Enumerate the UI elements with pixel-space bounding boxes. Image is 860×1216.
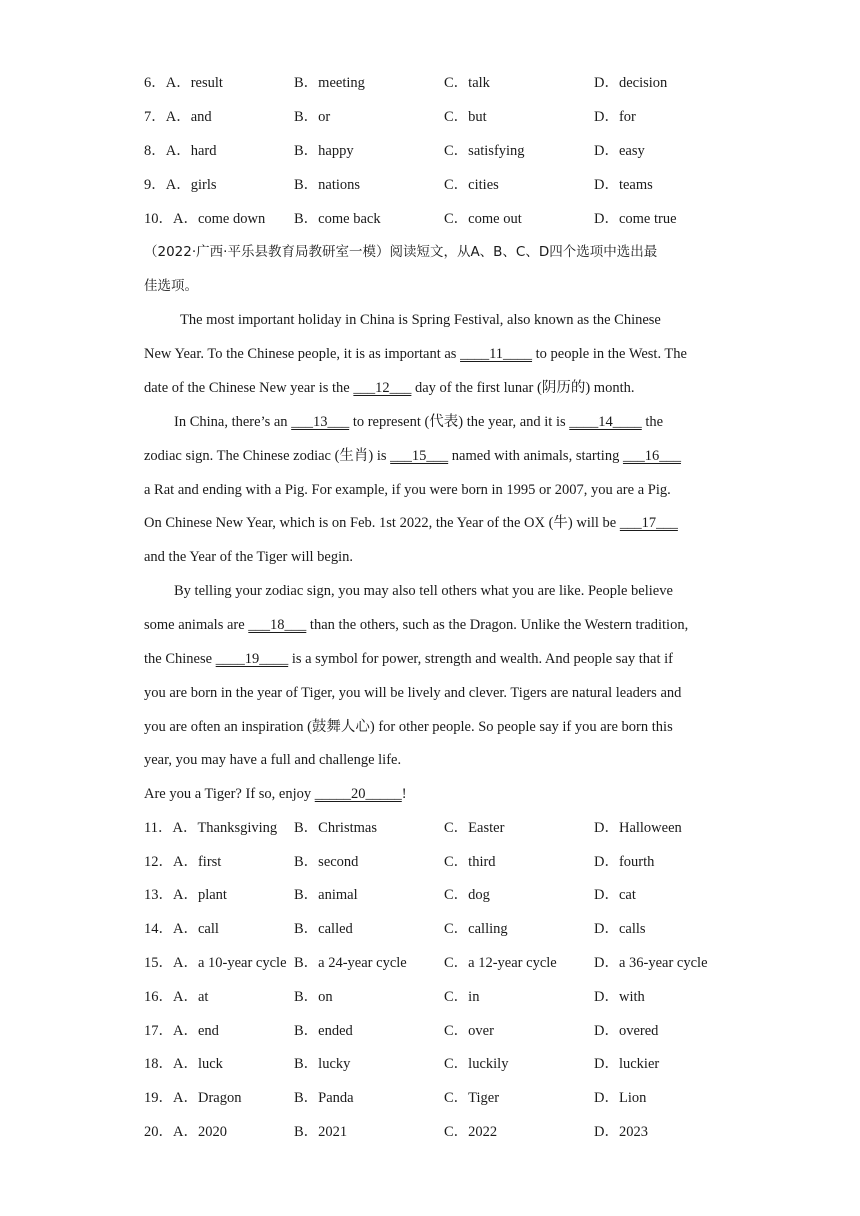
option-d: D．2023 [594, 1124, 648, 1140]
option-c: C．but [444, 109, 487, 125]
passage-line: you are often an inspiration (鼓舞人心) for other people. So people say if you are born this [144, 719, 673, 735]
option-b: B．Christmas [294, 820, 377, 836]
question-row-16 [144, 987, 744, 1007]
option-a: 15．A．a 10-year cycle [144, 955, 287, 971]
option-a: 17．A．end [144, 1023, 219, 1039]
passage-line: some animals are ___18___ than the others, such as the Dragon. Unlike the Western tradition, [144, 617, 689, 633]
passage-line: In China, there’s an ___13___ to represent (代表) the year, and it is ____14____ the [174, 414, 664, 430]
blank-19: ____19____ [215, 651, 289, 667]
option-a: 18．A．luck [144, 1056, 223, 1072]
option-b: B．or [294, 109, 331, 125]
option-b: B．lucky [294, 1056, 351, 1072]
option-c: C．in [444, 989, 480, 1005]
option-c: C．talk [444, 75, 490, 91]
blank-18: ___18___ [248, 617, 307, 633]
option-c: C．cities [444, 177, 499, 193]
question-row-13 [144, 885, 744, 905]
question-row-6 [144, 73, 744, 93]
blank-17: ___17___ [619, 515, 678, 531]
blank-13: ___13___ [291, 414, 350, 430]
passage-line: Are you a Tiger? If so, enjoy _____20_____! [144, 786, 407, 802]
instruction-line-1: （2022·广西·平乐县教育局教研室一模）阅读短文，从A、B、C、D四个选项中选出最 [144, 244, 658, 260]
passage-line: zodiac sign. The Chinese zodiac (生肖) is ___15___ named with animals, starting ___16___ [144, 448, 681, 464]
option-d: D．fourth [594, 854, 655, 870]
passage-line: date of the Chinese New year is the ___12___ day of the first lunar (阴历的) month. [144, 380, 635, 396]
option-c: C．2022 [444, 1124, 498, 1140]
option-d: D．Halloween [594, 820, 682, 836]
question-row-12 [144, 852, 744, 872]
option-c: C．third [444, 854, 496, 870]
option-b: B．come back [294, 211, 381, 227]
blank-12: ___12___ [353, 380, 412, 396]
option-a: 11．A．Thanksgiving [144, 820, 278, 836]
option-d: D．luckier [594, 1056, 660, 1072]
blank-15: ___15___ [390, 448, 449, 464]
passage-line: New Year. To the Chinese people, it is as important as ____11____ to people in the West. The [144, 346, 687, 362]
option-b: B．happy [294, 143, 354, 159]
option-a: 6．A．result [144, 75, 223, 91]
passage-line: and the Year of the Tiger will begin. [144, 549, 354, 565]
option-c: C．luckily [444, 1056, 509, 1072]
option-d: D．decision [594, 75, 668, 91]
question-row-14 [144, 919, 744, 939]
option-b: B．Panda [294, 1090, 354, 1106]
question-row-15 [144, 953, 744, 973]
option-b: B．called [294, 921, 353, 937]
question-row-20 [144, 1122, 744, 1142]
option-c: C．dog [444, 887, 490, 903]
blank-16: ___16___ [622, 448, 681, 464]
passage-line: year, you may have a full and challenge life. [144, 752, 402, 768]
option-a: 14．A．call [144, 921, 219, 937]
option-b: B．ended [294, 1023, 353, 1039]
option-c: C．Easter [444, 820, 505, 836]
option-d: D．come true [594, 211, 677, 227]
option-c: C．over [444, 1023, 494, 1039]
option-b: B．meeting [294, 75, 365, 91]
question-row-17 [144, 1021, 744, 1041]
option-b: B．nations [294, 177, 361, 193]
option-d: D．for [594, 109, 636, 125]
option-b: B．2021 [294, 1124, 348, 1140]
passage-line: The most important holiday in China is Spring Festival, also known as the Chinese [180, 312, 661, 328]
option-c: C．come out [444, 211, 522, 227]
option-d: D．a 36-year cycle [594, 955, 708, 971]
passage-line: On Chinese New Year, which is on Feb. 1st 2022, the Year of the OX (牛) will be ___17___ [144, 515, 678, 531]
option-a: 9．A．girls [144, 177, 217, 193]
option-a: 16．A．at [144, 989, 209, 1005]
option-a: 8．A．hard [144, 143, 217, 159]
question-row-7 [144, 107, 744, 127]
question-row-8 [144, 141, 744, 161]
option-c: C．Tiger [444, 1090, 500, 1106]
passage-line: By telling your zodiac sign, you may also tell others what you are like. People believe [174, 583, 673, 599]
passage-line: the Chinese ____19____ is a symbol for power, strength and wealth. And people say that if [144, 651, 673, 667]
option-d: D．with [594, 989, 645, 1005]
question-row-11 [144, 818, 744, 838]
question-row-18 [144, 1054, 744, 1074]
question-row-19 [144, 1088, 744, 1108]
blank-11: ____11____ [460, 346, 533, 362]
question-row-9 [144, 175, 744, 195]
option-d: D．easy [594, 143, 645, 159]
option-d: D．cat [594, 887, 636, 903]
option-c: C．a 12-year cycle [444, 955, 557, 971]
blank-20: _____20_____ [314, 786, 402, 802]
option-a: 12．A．first [144, 854, 222, 870]
passage-line: a Rat and ending with a Pig. For example, if you were born in 1995 or 2007, you are a Pig. [144, 482, 671, 498]
option-a: 10．A．come down [144, 211, 266, 227]
option-a: 7．A．and [144, 109, 212, 125]
blank-14: ____14____ [569, 414, 642, 430]
instruction-line-2: 佳选项。 [144, 278, 198, 294]
option-b: B．animal [294, 887, 358, 903]
option-b: B．on [294, 989, 333, 1005]
option-c: C．satisfying [444, 143, 525, 159]
option-a: 13．A．plant [144, 887, 227, 903]
passage-line: you are born in the year of Tiger, you will be lively and clever. Tigers are natural leaders and [144, 685, 682, 701]
option-a: 19．A．Dragon [144, 1090, 242, 1106]
option-c: C．calling [444, 921, 508, 937]
option-d: D．overed [594, 1023, 659, 1039]
option-d: D．Lion [594, 1090, 647, 1106]
question-row-10 [144, 209, 744, 229]
option-b: B．second [294, 854, 359, 870]
option-d: D．teams [594, 177, 653, 193]
option-d: D．calls [594, 921, 646, 937]
option-b: B．a 24-year cycle [294, 955, 407, 971]
option-a: 20．A．2020 [144, 1124, 227, 1140]
